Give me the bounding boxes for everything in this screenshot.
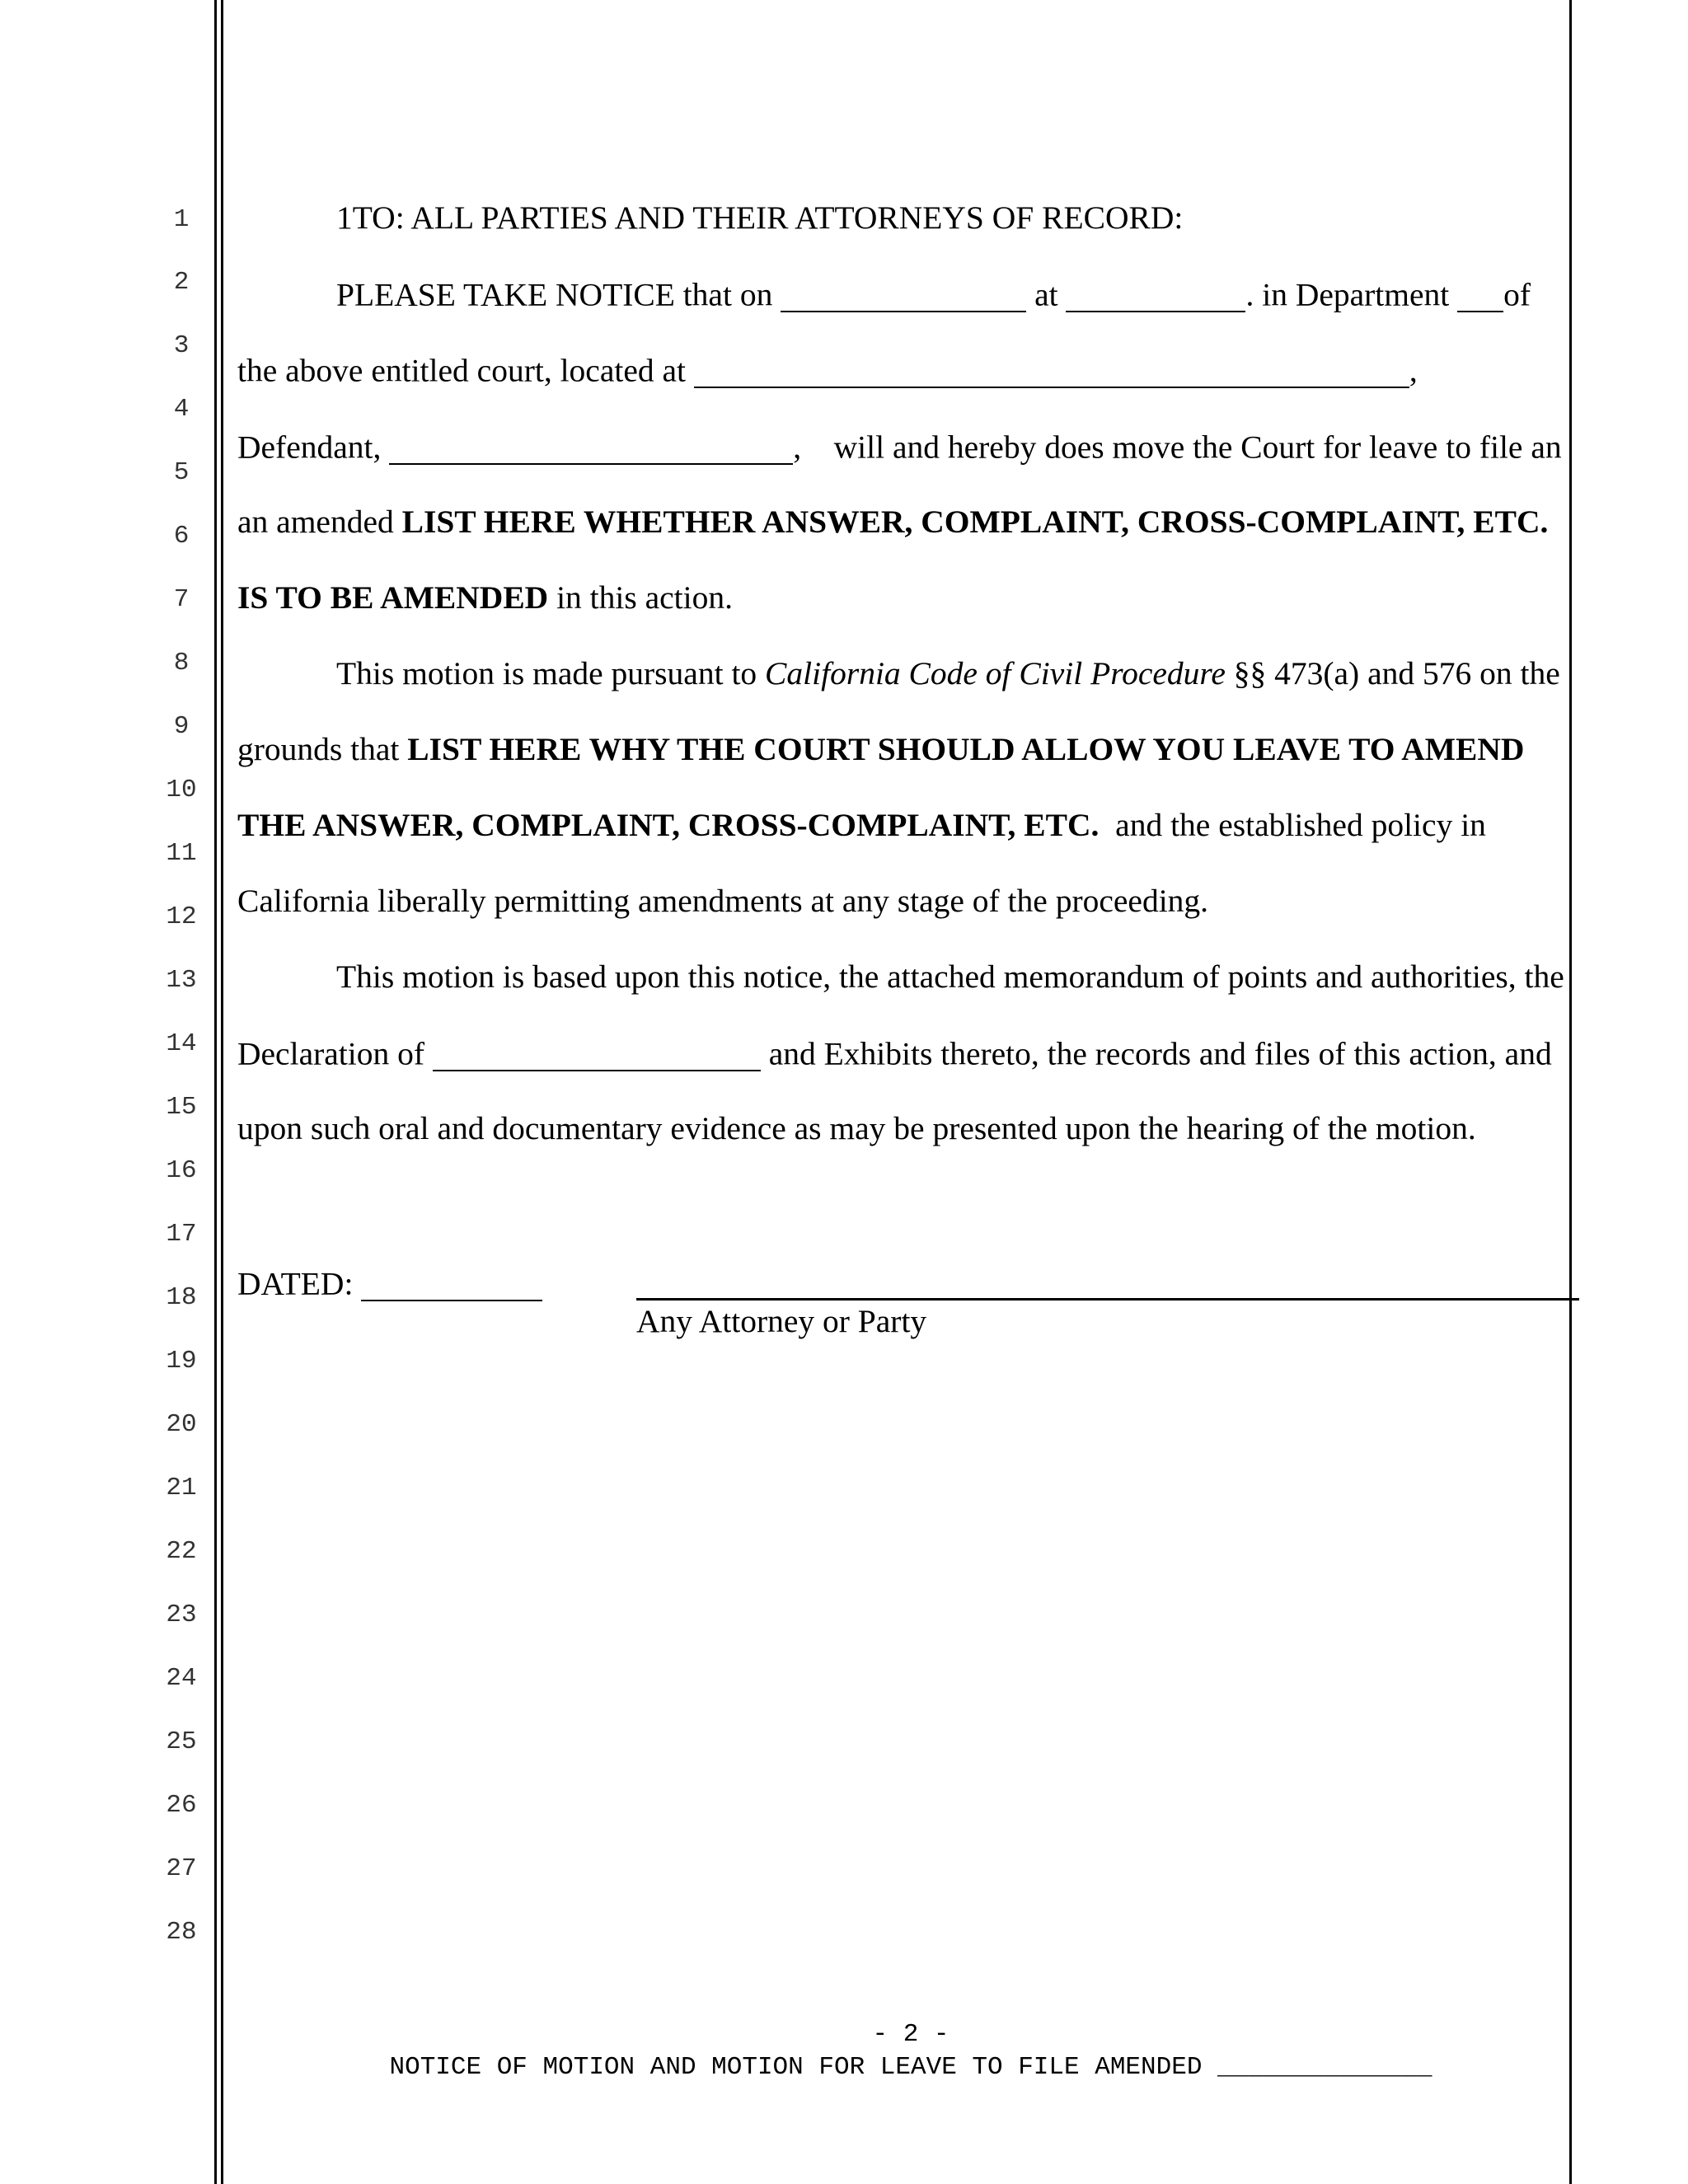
line-number: 26	[166, 1791, 197, 1820]
line-number: 3	[173, 331, 190, 360]
notice-line	[336, 278, 1531, 312]
line-number: 18	[166, 1283, 197, 1312]
defendant-line	[237, 430, 1562, 465]
line-number: 4	[173, 395, 190, 424]
line-number: 25	[166, 1727, 197, 1756]
grounds-text: grounds that	[237, 731, 408, 767]
date-blank[interactable]	[361, 1267, 542, 1301]
right-margin-rule	[1569, 0, 1572, 2184]
grounds-placeholder-cont: THE ANSWER, COMPLAINT, CROSS-COMPLAINT, ETC.	[237, 807, 1100, 843]
line-number: 19	[166, 1347, 197, 1376]
pleading-placeholder: LIST HERE WHETHER ANSWER, COMPLAINT, CROSS-COMPLAINT, ETC.	[401, 504, 1549, 540]
line-number: 2	[173, 268, 190, 297]
line-number: 23	[166, 1601, 197, 1629]
line-number: 9	[173, 712, 190, 741]
liberally-line: California liberally permitting amendments at any stage of the proceeding.	[237, 883, 1209, 919]
declaration-line	[237, 1037, 1552, 1071]
line-number: 8	[173, 649, 190, 677]
department-text: . in Department	[1245, 276, 1450, 313]
pursuant-line	[336, 655, 1560, 691]
amended-line-2	[237, 579, 734, 616]
line-number: 10	[166, 776, 197, 804]
grounds-line-2	[237, 809, 1486, 842]
based-upon-line: This motion is based upon this notice, the attached memorandum of points and authorities, the	[336, 958, 1564, 995]
defendant-name-blank[interactable]	[389, 430, 793, 465]
line-number: 22	[166, 1537, 197, 1566]
court-location-blank[interactable]	[694, 354, 1409, 388]
pleading-placeholder-cont: IS TO BE AMENDED	[237, 579, 549, 616]
amended-line	[237, 506, 1548, 539]
line-number: 17	[166, 1220, 197, 1249]
evidence-line: upon such oral and documentary evidence as may be presented upon the hearing of the motion.	[237, 1110, 1476, 1146]
line-number: 15	[166, 1093, 197, 1122]
line-number: 24	[166, 1664, 197, 1693]
line-number: 21	[166, 1474, 197, 1502]
line-number: 28	[166, 1918, 197, 1947]
dated-label: DATED:	[237, 1265, 354, 1302]
sections-text: §§ 473(a) and 576 on the	[1225, 655, 1560, 691]
code-citation: California Code of Civil Procedure	[765, 655, 1226, 691]
line-number: 20	[166, 1410, 197, 1439]
declarant-name-blank[interactable]	[433, 1037, 761, 1071]
line-number: 5	[173, 458, 190, 487]
notice-text: PLEASE TAKE NOTICE that on	[336, 276, 773, 313]
pursuant-text: This motion is made pursuant to	[336, 655, 766, 691]
line-number: 27	[166, 1854, 197, 1883]
line-number: 7	[173, 585, 190, 614]
signer-label: Any Attorney or Party	[636, 1303, 927, 1339]
defendant-label: Defendant,	[237, 429, 382, 466]
line-number: 1	[173, 205, 190, 234]
action-text: in this action.	[548, 579, 734, 616]
hearing-time-blank[interactable]	[1066, 278, 1245, 312]
line-number: 16	[166, 1156, 197, 1185]
at-text: at	[1034, 276, 1058, 313]
footer-title: NOTICE OF MOTION AND MOTION FOR LEAVE TO FILE AMENDED ______________	[389, 2053, 1432, 2082]
line-number: 14	[166, 1029, 197, 1058]
dated-line	[237, 1267, 542, 1301]
line-number: 6	[173, 522, 190, 551]
department-blank[interactable]	[1457, 278, 1503, 312]
declaration-text: Declaration of	[237, 1035, 425, 1072]
line-number: 11	[166, 839, 197, 868]
court-location-text: the above entitled court, located at	[237, 352, 686, 389]
comma-text: ,	[1409, 352, 1418, 389]
grounds-line	[237, 733, 1524, 766]
court-location-line	[237, 354, 1418, 388]
line-number: 13	[166, 966, 197, 995]
amended-text: an amended	[237, 504, 394, 540]
line-number: 12	[166, 902, 197, 931]
signature-line[interactable]	[636, 1298, 1579, 1301]
move-court-text: will and hereby does move the Court for leave to file an	[833, 429, 1562, 466]
salutation: 1TO: ALL PARTIES AND THEIR ATTORNEYS OF RECORD:	[336, 199, 1184, 236]
page-number: - 2 -	[872, 2020, 950, 2049]
of-text: of	[1503, 276, 1531, 313]
comma-text: ,	[793, 429, 802, 466]
grounds-placeholder: LIST HERE WHY THE COURT SHOULD ALLOW YOU LEAVE TO AMEND	[407, 731, 1525, 767]
policy-text: and the established policy in	[1099, 807, 1486, 843]
hearing-date-blank[interactable]	[781, 278, 1026, 312]
exhibits-text: and Exhibits thereto, the records and files of this action, and	[768, 1035, 1552, 1072]
